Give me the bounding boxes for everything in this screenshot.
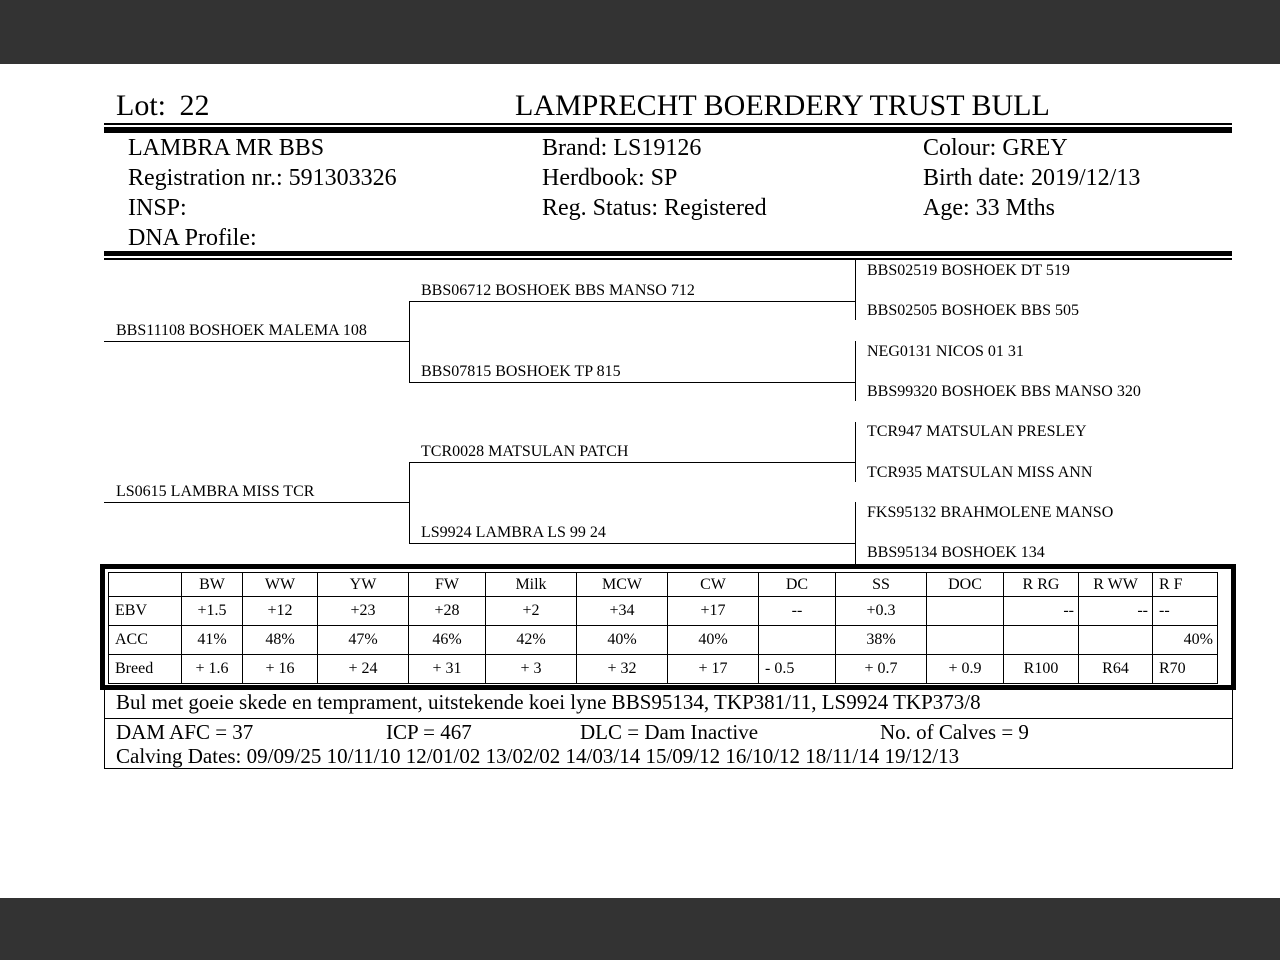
ebv-header-cell: SS bbox=[836, 573, 927, 597]
gen3-connector-4 bbox=[855, 502, 856, 564]
info-rule-thin bbox=[104, 258, 1232, 260]
pedigree-sire-sire: BBS06712 BOSHOEK BBS MANSO 712 bbox=[421, 282, 695, 299]
ebv-cell: -- bbox=[759, 597, 836, 626]
birth-date: Birth date: 2019/12/13 bbox=[923, 165, 1141, 191]
ebv-cell: +34 bbox=[577, 597, 668, 626]
acc-cell bbox=[759, 626, 836, 655]
brand: Brand: LS19126 bbox=[542, 135, 702, 161]
dam-afc: DAM AFC = 37 bbox=[116, 720, 254, 744]
dam-connector-bottom bbox=[409, 502, 410, 543]
breed-row-label: Breed bbox=[109, 655, 182, 684]
ebv-cell: +17 bbox=[668, 597, 759, 626]
insp-label: INSP: bbox=[128, 195, 187, 221]
registration-status: Reg. Status: Registered bbox=[542, 195, 767, 221]
breed-cell: R70 bbox=[1153, 655, 1218, 684]
ebv-table bbox=[108, 572, 1218, 684]
ebv-row bbox=[109, 597, 1218, 626]
ebv-cell: +2 bbox=[486, 597, 577, 626]
breed-cell: + 31 bbox=[409, 655, 486, 684]
icp: ICP = 467 bbox=[386, 720, 472, 744]
acc-cell: 48% bbox=[243, 626, 318, 655]
pedigree-gen3-5: TCR947 MATSULAN PRESLEY bbox=[867, 423, 1087, 440]
lot-label bbox=[116, 90, 210, 122]
ebv-header-cell: R WW bbox=[1079, 573, 1153, 597]
lot-label-text: Lot: bbox=[116, 89, 166, 122]
ebv-cell: +23 bbox=[318, 597, 409, 626]
acc-cell: 46% bbox=[409, 626, 486, 655]
pedigree-gen3-2: BBS02505 BOSHOEK BBS 505 bbox=[867, 302, 1080, 319]
header-rule-thin bbox=[104, 123, 1232, 125]
header-rule-thick bbox=[104, 127, 1232, 133]
ebv-cell: -- bbox=[1079, 597, 1153, 626]
pedigree-gen3-1: BBS02519 BOSHOEK DT 519 bbox=[867, 262, 1070, 279]
acc-cell: 42% bbox=[486, 626, 577, 655]
ebv-header-cell: DOC bbox=[927, 573, 1004, 597]
lot-number: 22 bbox=[179, 89, 210, 122]
pedigree-dam: LS0615 LAMBRA MISS TCR bbox=[116, 483, 315, 500]
ebv-header-cell: R RG bbox=[1004, 573, 1079, 597]
ebv-header-cell: DC bbox=[759, 573, 836, 597]
pedigree-dam-dam: LS9924 LAMBRA LS 99 24 bbox=[421, 524, 606, 541]
sire-connector-bottom bbox=[409, 341, 410, 382]
sire-connector-top bbox=[409, 301, 410, 341]
ebv-header-cell: BW bbox=[182, 573, 243, 597]
breed-cell: - 0.5 bbox=[759, 655, 836, 684]
top-dark-bar bbox=[0, 0, 1280, 64]
ebv-cell: +12 bbox=[243, 597, 318, 626]
ebv-header-cell: CW bbox=[668, 573, 759, 597]
acc-cell: 41% bbox=[182, 626, 243, 655]
acc-row bbox=[109, 626, 1218, 655]
acc-cell: 47% bbox=[318, 626, 409, 655]
dam-connector-top bbox=[409, 462, 410, 502]
bottom-dark-bar bbox=[0, 898, 1280, 960]
ebv-header-cell bbox=[109, 573, 182, 597]
acc-row-label: ACC bbox=[109, 626, 182, 655]
pedigree-sire-dam: BBS07815 BOSHOEK TP 815 bbox=[421, 363, 621, 380]
pedigree-gen3-8: BBS95134 BOSHOEK 134 bbox=[867, 544, 1045, 561]
breed-cell: + 1.6 bbox=[182, 655, 243, 684]
acc-cell bbox=[1079, 626, 1153, 655]
breed-cell: R100 bbox=[1004, 655, 1079, 684]
bull-comment: Bul met goeie skede en temprament, uitstekende koei lyne BBS95134, TKP381/11, LS9924 TKP373/8 bbox=[116, 690, 981, 714]
ebv-cell: +1.5 bbox=[182, 597, 243, 626]
acc-cell bbox=[927, 626, 1004, 655]
breed-cell: + 17 bbox=[668, 655, 759, 684]
pedigree-gen3-4: BBS99320 BOSHOEK BBS MANSO 320 bbox=[867, 383, 1141, 400]
acc-cell bbox=[1004, 626, 1079, 655]
notes-box bbox=[104, 688, 1233, 769]
ebv-cell: +28 bbox=[409, 597, 486, 626]
ebv-cell: +0.3 bbox=[836, 597, 927, 626]
ebv-header-cell: R F bbox=[1153, 573, 1218, 597]
acc-cell: 40% bbox=[577, 626, 668, 655]
dam-dam-line bbox=[409, 543, 856, 544]
ebv-cell bbox=[927, 597, 1004, 626]
notes-divider bbox=[105, 718, 1232, 719]
ebv-header-row bbox=[109, 573, 1218, 597]
dam-sire-line bbox=[409, 462, 856, 463]
ebv-header-cell: FW bbox=[409, 573, 486, 597]
sire-sire-line bbox=[409, 301, 856, 302]
ebv-header-cell: WW bbox=[243, 573, 318, 597]
gen3-connector-2 bbox=[855, 341, 856, 401]
ebv-header-cell: MCW bbox=[577, 573, 668, 597]
breed-cell: + 0.9 bbox=[927, 655, 1004, 684]
ebv-cell: -- bbox=[1004, 597, 1079, 626]
info-rule-thick bbox=[104, 251, 1232, 256]
acc-cell: 40% bbox=[668, 626, 759, 655]
breed-cell: + 16 bbox=[243, 655, 318, 684]
breed-cell: + 3 bbox=[486, 655, 577, 684]
ebv-cell: -- bbox=[1153, 597, 1218, 626]
pedigree-gen3-7: FKS95132 BRAHMOLENE MANSO bbox=[867, 504, 1114, 521]
acc-cell: 40% bbox=[1153, 626, 1218, 655]
gen3-connector-1 bbox=[855, 260, 856, 320]
calving-dates: Calving Dates: 09/09/25 10/11/10 12/01/02 13/02/02 14/03/14 15/09/12 16/10/12 18/11/14 19/12/13 bbox=[116, 744, 960, 768]
ebv-header-cell: YW bbox=[318, 573, 409, 597]
herdbook: Herdbook: SP bbox=[542, 165, 678, 191]
sale-title: LAMPRECHT BOERDERY TRUST BULL bbox=[515, 89, 1050, 122]
acc-cell: 38% bbox=[836, 626, 927, 655]
colour: Colour: GREY bbox=[923, 135, 1068, 161]
number-of-calves: No. of Calves = 9 bbox=[880, 720, 1029, 744]
gen3-connector-3 bbox=[855, 422, 856, 482]
ebv-row-label: EBV bbox=[109, 597, 182, 626]
breed-cell: + 0.7 bbox=[836, 655, 927, 684]
pedigree-sire: BBS11108 BOSHOEK MALEMA 108 bbox=[116, 322, 367, 339]
pedigree-dam-sire: TCR0028 MATSULAN PATCH bbox=[421, 443, 629, 460]
breed-cell: + 32 bbox=[577, 655, 668, 684]
animal-name: LAMBRA MR BBS bbox=[128, 135, 325, 161]
sire-dam-line bbox=[409, 382, 856, 383]
ebv-table-frame bbox=[100, 564, 1236, 690]
pedigree-gen3-3: NEG0131 NICOS 01 31 bbox=[867, 343, 1024, 360]
pedigree-gen3-6: TCR935 MATSULAN MISS ANN bbox=[867, 464, 1093, 481]
registration-number: Registration nr.: 591303326 bbox=[128, 165, 397, 191]
dna-profile-label: DNA Profile: bbox=[128, 225, 257, 251]
dlc: DLC = Dam Inactive bbox=[580, 720, 759, 744]
breed-cell: R64 bbox=[1079, 655, 1153, 684]
dam-line bbox=[104, 502, 410, 503]
sire-line bbox=[104, 341, 410, 342]
ebv-header-cell: Milk bbox=[486, 573, 577, 597]
age: Age: 33 Mths bbox=[923, 195, 1055, 221]
breed-cell: + 24 bbox=[318, 655, 409, 684]
breed-row bbox=[109, 655, 1218, 684]
